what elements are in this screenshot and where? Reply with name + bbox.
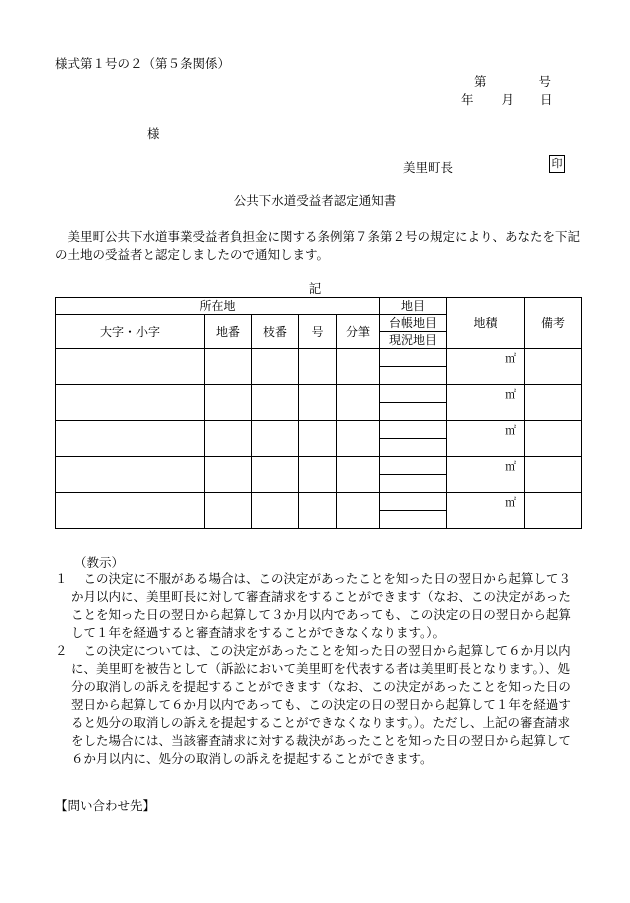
date-line bbox=[461, 90, 553, 108]
current-category-header: 現況地目 bbox=[380, 332, 447, 349]
current-category-cell bbox=[380, 367, 447, 385]
date-month: 月 bbox=[501, 92, 515, 107]
area-cell bbox=[447, 385, 525, 421]
remarks-cell bbox=[525, 493, 582, 529]
remarks-header: 備考 bbox=[525, 298, 582, 349]
list-item bbox=[55, 570, 581, 642]
current-category-cell bbox=[380, 511, 447, 529]
table-header-row bbox=[56, 298, 582, 315]
area-cell bbox=[447, 493, 525, 529]
go-cell bbox=[299, 421, 337, 457]
ledger-category-header: 台帳地目 bbox=[380, 315, 447, 332]
ledger-category-cell bbox=[380, 421, 447, 439]
location-header: 所在地 bbox=[56, 298, 380, 315]
edaban-header: 枝番 bbox=[252, 315, 299, 349]
note-text: この決定については、この決定があったことを知った日の翌日から起算して６か月以内に、美里町を被告として（訴訟において美里町を代表する者は美里町長となります。）、処分の取消しの訴えを提起することができます（なお、この決定があったことを知った日の翌日から起算して６か月以内であっても、この決定の日の翌日から起算して１年を経過すると処分の取消しの訴えを提起することができなくなります。）。ただし、上記の審査請求をした場合には、当該審査請求に対する裁決があったことを知った日の翌日から起算して６か月以内に、処分の取消しの訴えを提起することができます。 bbox=[71, 643, 571, 766]
oaza-cell bbox=[56, 421, 205, 457]
area-unit: ㎡ bbox=[505, 352, 517, 365]
bunpitsu-cell bbox=[337, 385, 380, 421]
seal-mark: 印 bbox=[549, 155, 565, 173]
area-header: 地積 bbox=[447, 298, 525, 349]
oaza-cell bbox=[56, 457, 205, 493]
table-row bbox=[56, 421, 582, 439]
addressee: 様 bbox=[147, 126, 160, 141]
chiban-header: 地番 bbox=[205, 315, 252, 349]
bunpitsu-cell bbox=[337, 457, 380, 493]
table-row bbox=[56, 493, 582, 511]
date-day: 日 bbox=[540, 92, 553, 107]
go-cell bbox=[299, 493, 337, 529]
inquiry-heading: 【問い合わせ先】 bbox=[55, 798, 156, 813]
number-prefix: 第 bbox=[474, 74, 487, 89]
area-unit: ㎡ bbox=[505, 496, 517, 509]
table-row bbox=[56, 457, 582, 475]
bunpitsu-header: 分筆 bbox=[337, 315, 380, 349]
chiban-cell bbox=[205, 421, 252, 457]
ledger-category-cell bbox=[380, 457, 447, 475]
note-number: １ bbox=[55, 571, 68, 586]
remarks-cell bbox=[525, 349, 582, 385]
area-cell bbox=[447, 349, 525, 385]
category-header: 地目 bbox=[380, 298, 447, 315]
form-label: 様式第１号の２（第５条関係） bbox=[55, 56, 231, 71]
go-cell bbox=[299, 385, 337, 421]
oaza-cell bbox=[56, 349, 205, 385]
note-text: この決定に不服がある場合は、この決定があったことを知った日の翌日から起算して３か月以内に、美里町長に対して審査請求をすることができます（なお、この決定があったことを知った日の翌日から起算して３か月以内であっても、この決定の日の翌日から起算して１年を経過すると審査請求をすることができなくなります。）。 bbox=[71, 571, 571, 640]
area-cell bbox=[447, 457, 525, 493]
area-unit: ㎡ bbox=[505, 460, 517, 473]
current-category-cell bbox=[380, 475, 447, 493]
ki-heading: 記 bbox=[308, 281, 322, 296]
number-suffix: 号 bbox=[538, 74, 552, 89]
current-category-cell bbox=[380, 439, 447, 457]
area-unit: ㎡ bbox=[505, 388, 517, 401]
oaza-cell bbox=[56, 385, 205, 421]
current-category-cell bbox=[380, 403, 447, 421]
document-title: 公共下水道受益者認定通知書 bbox=[233, 193, 397, 208]
remarks-cell bbox=[525, 385, 582, 421]
oaza-header: 大字・小字 bbox=[56, 315, 205, 349]
table-row bbox=[56, 385, 582, 403]
edaban-cell bbox=[252, 349, 299, 385]
area-cell bbox=[447, 421, 525, 457]
remarks-cell bbox=[525, 421, 582, 457]
chiban-cell bbox=[205, 385, 252, 421]
bunpitsu-cell bbox=[337, 493, 380, 529]
edaban-cell bbox=[252, 421, 299, 457]
list-item bbox=[55, 642, 581, 768]
notes-heading: （教示） bbox=[74, 555, 125, 570]
ledger-category-cell bbox=[380, 385, 447, 403]
ledger-category-cell bbox=[380, 493, 447, 511]
chiban-cell bbox=[205, 493, 252, 529]
document-number-line bbox=[474, 72, 551, 90]
intro-paragraph: 美里町公共下水道事業受益者負担金に関する条例第７条第２号の規定により、あなたを下記の土地の受益者と認定しましたので通知します。 bbox=[55, 229, 581, 262]
bunpitsu-cell bbox=[337, 421, 380, 457]
chiban-cell bbox=[205, 457, 252, 493]
note-number: ２ bbox=[55, 643, 68, 658]
go-header: 号 bbox=[299, 315, 337, 349]
remarks-cell bbox=[525, 457, 582, 493]
go-cell bbox=[299, 349, 337, 385]
oaza-cell bbox=[56, 493, 205, 529]
table-row bbox=[56, 349, 582, 367]
edaban-cell bbox=[252, 493, 299, 529]
edaban-cell bbox=[252, 385, 299, 421]
land-table bbox=[55, 297, 582, 529]
area-unit: ㎡ bbox=[505, 424, 517, 437]
date-year: 年 bbox=[461, 92, 474, 107]
go-cell bbox=[299, 457, 337, 493]
notes-list bbox=[55, 570, 581, 768]
edaban-cell bbox=[252, 457, 299, 493]
issuer-name: 美里町長 bbox=[403, 160, 454, 175]
bunpitsu-cell bbox=[337, 349, 380, 385]
chiban-cell bbox=[205, 349, 252, 385]
ledger-category-cell bbox=[380, 349, 447, 367]
